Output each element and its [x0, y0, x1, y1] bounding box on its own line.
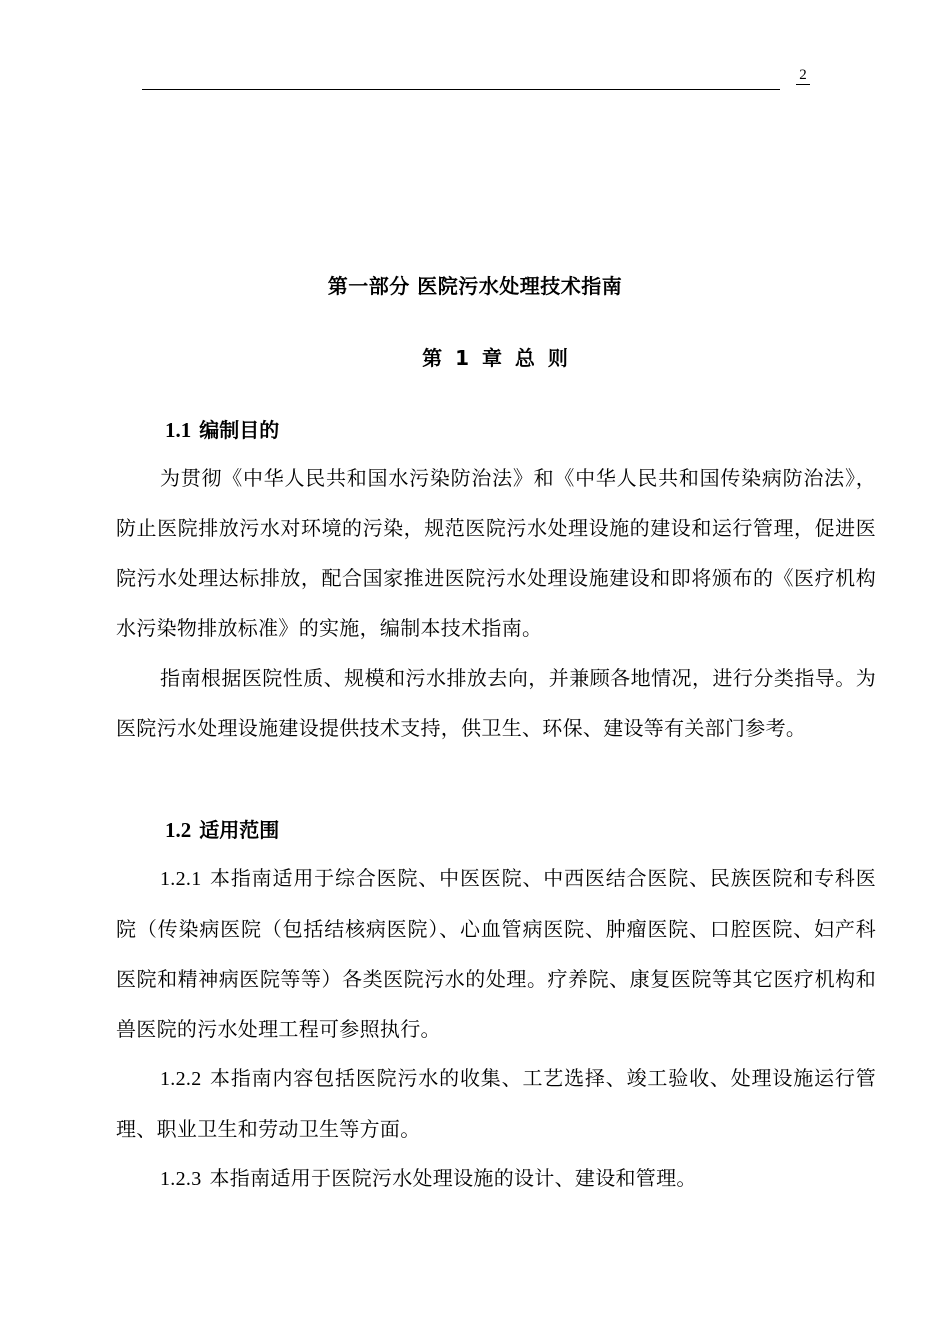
- clause-1-2-2: [116, 1053, 876, 1154]
- chapter-title: 第 1 章 总 则: [422, 346, 568, 370]
- clause-number: 1.2.2: [160, 1068, 202, 1090]
- section-title: 适用范围: [199, 818, 280, 842]
- page-number: 2: [796, 66, 810, 85]
- clause-1-2-3: [116, 1153, 876, 1204]
- clause-text: 本指南适用于综合医院、中医医院、中西医结合医院、民族医院和专科医院（传染病医院（包括结核病医院）、心血管病医院、肿瘤医院、口腔医院、妇产科医院和精神病医院等等）各类医院污水的处理。疗养院、康复医院等其它医疗机构和兽医院的污水处理工程可参照执行。: [116, 866, 876, 1041]
- paragraph: 指南根据医院性质、规模和污水排放去向，并兼顾各地情况，进行分类指导。为医院污水处理设施建设提供技术支持，供卫生、环保、建设等有关部门参考。: [116, 666, 876, 740]
- section-number: 1.1: [165, 418, 192, 442]
- section-heading-1-2: [165, 814, 279, 843]
- section-number: 1.2: [165, 818, 192, 842]
- clause-text: 本指南内容包括医院污水的收集、工艺选择、竣工验收、处理设施运行管理、职业卫生和劳动卫生等方面。: [116, 1066, 876, 1141]
- clause-number: 1.2.1: [160, 868, 202, 890]
- part-title: 第一部分 医院污水处理技术指南: [327, 274, 623, 298]
- clause-1-2-1: [116, 853, 876, 1054]
- header-rule: [142, 89, 780, 90]
- section-heading-1-1: [165, 414, 279, 443]
- clause-number: 1.2.3: [160, 1168, 202, 1190]
- section-title: 编制目的: [199, 418, 280, 442]
- clause-text: 本指南适用于医院污水处理设施的设计、建设和管理。: [209, 1166, 697, 1190]
- paragraph: 为贯彻《中华人民共和国水污染防治法》和《中华人民共和国传染病防治法》，防止医院排放污水对环境的污染，规范医院污水处理设施的建设和运行管理，促进医院污水处理达标排放，配合国家推进医院污水处理设施建设和即将颁布的《医疗机构水污染物排放标准》的实施，编制本技术指南。: [116, 466, 876, 640]
